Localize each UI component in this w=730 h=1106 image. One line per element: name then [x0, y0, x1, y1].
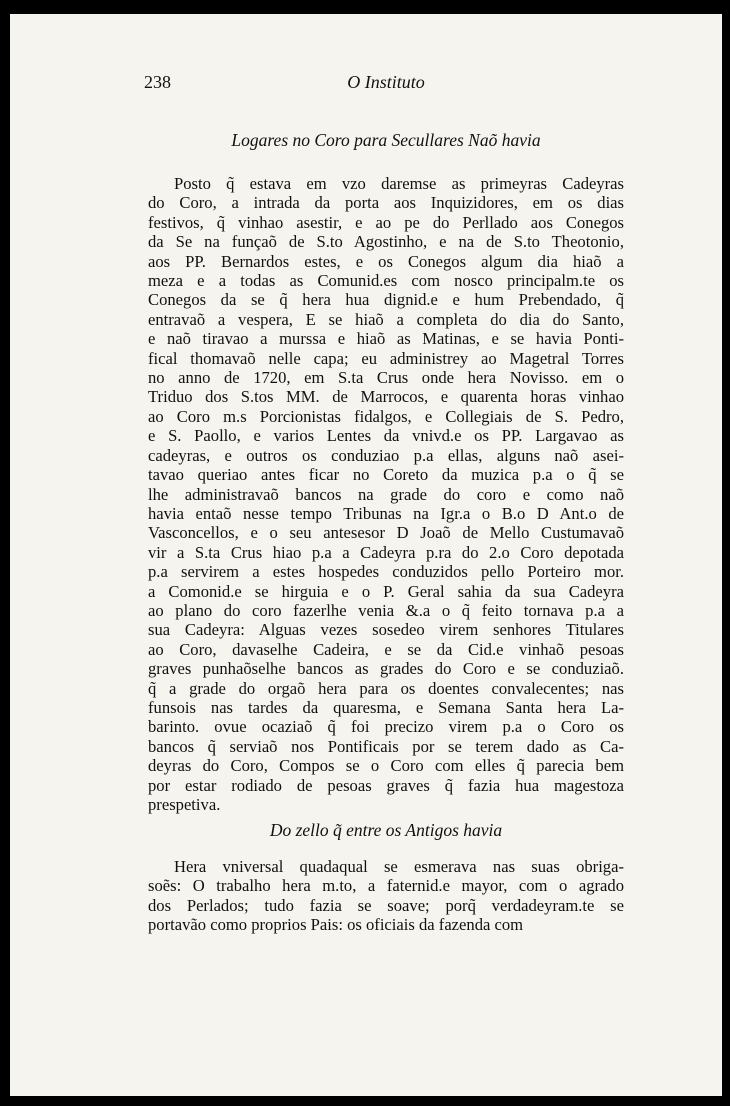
book-page [10, 14, 722, 1096]
text-line: ao Coro m.s Porcionistas fidalgos, e Collegiais de S. Pedro, [148, 406, 624, 426]
text-line: dos Perlados; tudo fazia se soave; porq̃ verdadeyram.te se [148, 895, 624, 915]
text-line: sua Cadeyra: Alguas vezes sosedeo virem senhores Titulares [148, 620, 624, 640]
text-line: e naõ tiravao a murssa e hiaõ as Matinas, e se havia Ponti- [148, 329, 624, 349]
text-line: barinto. ovue ocaziaõ q̃ foi precizo virem p.a o Coro os [148, 717, 624, 737]
text-line: q̃ a grade do orgaõ hera para os doentes convalecentes; nas [148, 678, 624, 698]
text-line: Hera vniversal quadaqual se esmerava nas suas obriga- [174, 857, 624, 876]
text-line: e S. Paollo, e varios Lentes da vnivd.e os PP. Largavao as [148, 426, 624, 446]
text-line: aos PP. Bernardos estes, e os Conegos algum dia hiaõ a [148, 251, 624, 271]
section-heading-zello: Do zello q̃ entre os Antigos havia [269, 820, 503, 840]
text-line: do Coro, a intrada da porta aos Inquizidores, em os dias [148, 193, 624, 213]
text-line: prespetiva. [148, 795, 221, 814]
text-line: p.a servirem a estes hospedes conduzidos pello Porteiro mor. [148, 562, 624, 582]
text-line: ao Coro, davaselhe Cadeira, e se da Cid.e vinhaõ pesoas [148, 639, 624, 659]
text-line: no anno de 1720, em S.ta Crus onde hera Novisso. em o [148, 368, 624, 388]
text-line: cadeyras, e outros os conduziao p.a ellas, alguns naõ asei- [148, 445, 624, 465]
text-line: portavão como proprios Pais: os oficiais da fazenda com [148, 915, 524, 935]
text-line: lhe administravaõ bancos na grade do coro e como naõ [148, 484, 624, 504]
text-line: soẽs: O trabalho hera m.to, a faternid.e mayor, com o agrado [148, 876, 624, 896]
text-line: Conegos da se q̃ hera hua dignid.e e hum Prebendado, q̃ [148, 290, 624, 310]
text-line: da Se na funçaõ de S.to Agostinho, e na de S.to Theotonio, [148, 232, 624, 252]
section-body-logares [148, 174, 624, 814]
running-head [10, 72, 722, 96]
section-body-zello [148, 857, 624, 935]
journal-title: O Instituto [347, 72, 425, 92]
text-line: havia entaõ nesse tempo Tribunas na Igr.a o B.o D Ant.o de [148, 503, 624, 523]
text-line: vir a S.ta Crus hiao p.a a Cadeyra p.ra do 2.o Coro depotada [148, 542, 624, 562]
text-line: a Comonid.e se hirguia e o P. Geral sahia da sua Cadeyra [148, 581, 624, 601]
text-line: fical thomavaõ nelle capa; eu administrey ao Magetral Torres [148, 348, 624, 368]
text-line: Vasconcellos, e o seu antesesor D Joaõ de Mello Custumavaõ [148, 523, 624, 543]
text-line: deyras do Coro, Compos se o Coro com elles q̃ parecia bem [148, 756, 624, 776]
text-line: por estar rodiado de pesoas graves q̃ fazia hua magestoza [148, 775, 624, 795]
text-line: graves punhaõselhe bancos as grades do Coro e se conduziaõ. [148, 659, 624, 679]
page-number: 238 [144, 72, 171, 92]
text-line: ao plano do coro fazerlhe venia &.a o q̃ feito tornava p.a a [148, 600, 624, 620]
text-line: tavao queriao antes ficar no Coreto da muzica p.a o q̃ se [148, 465, 624, 485]
text-line: funsois nas tardes da quaresma, e Semana Santa hera La- [148, 697, 624, 717]
text-line: festivos, q̃ vinhao asestir, e ao pe do Perllado aos Conegos [148, 212, 624, 232]
text-line: entravaõ a vespera, E se hiaõ a completa do dia do Santo, [148, 309, 624, 329]
section-heading-logares: Logares no Coro para Secullares Naõ havia [231, 130, 541, 150]
text-line: Triduo dos S.tos MM. de Marrocos, e quarenta horas vinhao [148, 387, 624, 407]
text-line: meza e a todas as Comunid.es com nosco principalm.te os [148, 271, 624, 291]
text-line: bancos q̃ serviaõ nos Pontificais por se terem dado as Ca- [148, 736, 624, 756]
text-line: Posto q̃ estava em vzo daremse as primeyras Cadeyras [174, 174, 624, 193]
